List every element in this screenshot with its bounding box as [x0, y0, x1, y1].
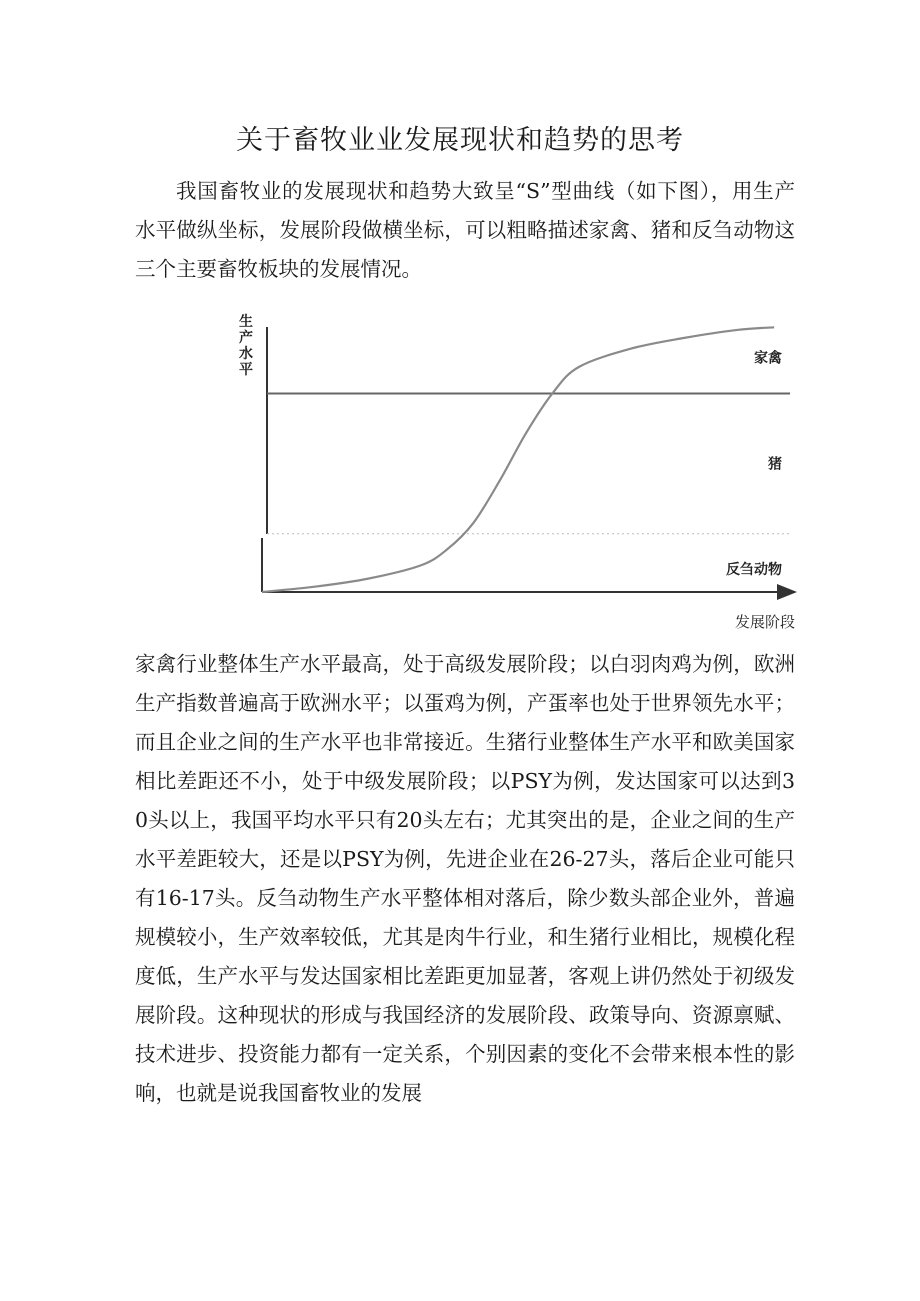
- band-label-2: 反刍动物: [726, 562, 782, 578]
- y-axis-label: 生产水平: [239, 314, 253, 378]
- series-line-s-curve: [262, 327, 774, 592]
- body-paragraph: 家禽行业整体生产水平最高，处于高级发展阶段；以白羽肉鸡为例，欧洲生产指数普遍高于欧洲水平；以蛋鸡为例，产蛋率也处于世界领先水平；而且企业之间的生产水平也非常接近。生猪行业整体生产水平和欧美国家相比差距还不小，处于中级发展阶段；以PSY为例，发达国家可以达到30头以上，我国平均水平只有20头左右；尤其突出的是，企业之间的生产水平差距较大，还是以PSY为例，先进企业在26-27头，落后企业可能只有16-17头。反刍动物生产水平整体相对落后，除少数头部企业外，普遍规模较小，生产效率较低，尤其是肉牛行业，和生猪行业相比，规模化程度低，生产水平与发达国家相比差距更加显著，客观上讲仍然处于初级发展阶段。这种现状的形成与我国经济的发展阶段、政策导向、资源禀赋、技术进步、投资能力都有一定关系，个别因素的变化不会带来根本性的影响，也就是说我国畜牧业的发展: [135, 652, 795, 1105]
- x-axis-label: 发展阶段: [735, 613, 796, 631]
- s-curve-chart: [225, 312, 815, 642]
- band-label-0: 家禽: [754, 350, 782, 367]
- band-label-1: 猪: [768, 456, 782, 473]
- intro-paragraph: 我国畜牧业的发展现状和趋势大致呈“S”型曲线（如下图），用生产水平做纵坐标，发展阶段做横坐标，可以粗略描述家禽、猪和反刍动物这三个主要畜牧板块的发展情况。: [135, 179, 795, 281]
- document-title: 关于畜牧业业发展现状和趋势的思考: [236, 125, 684, 156]
